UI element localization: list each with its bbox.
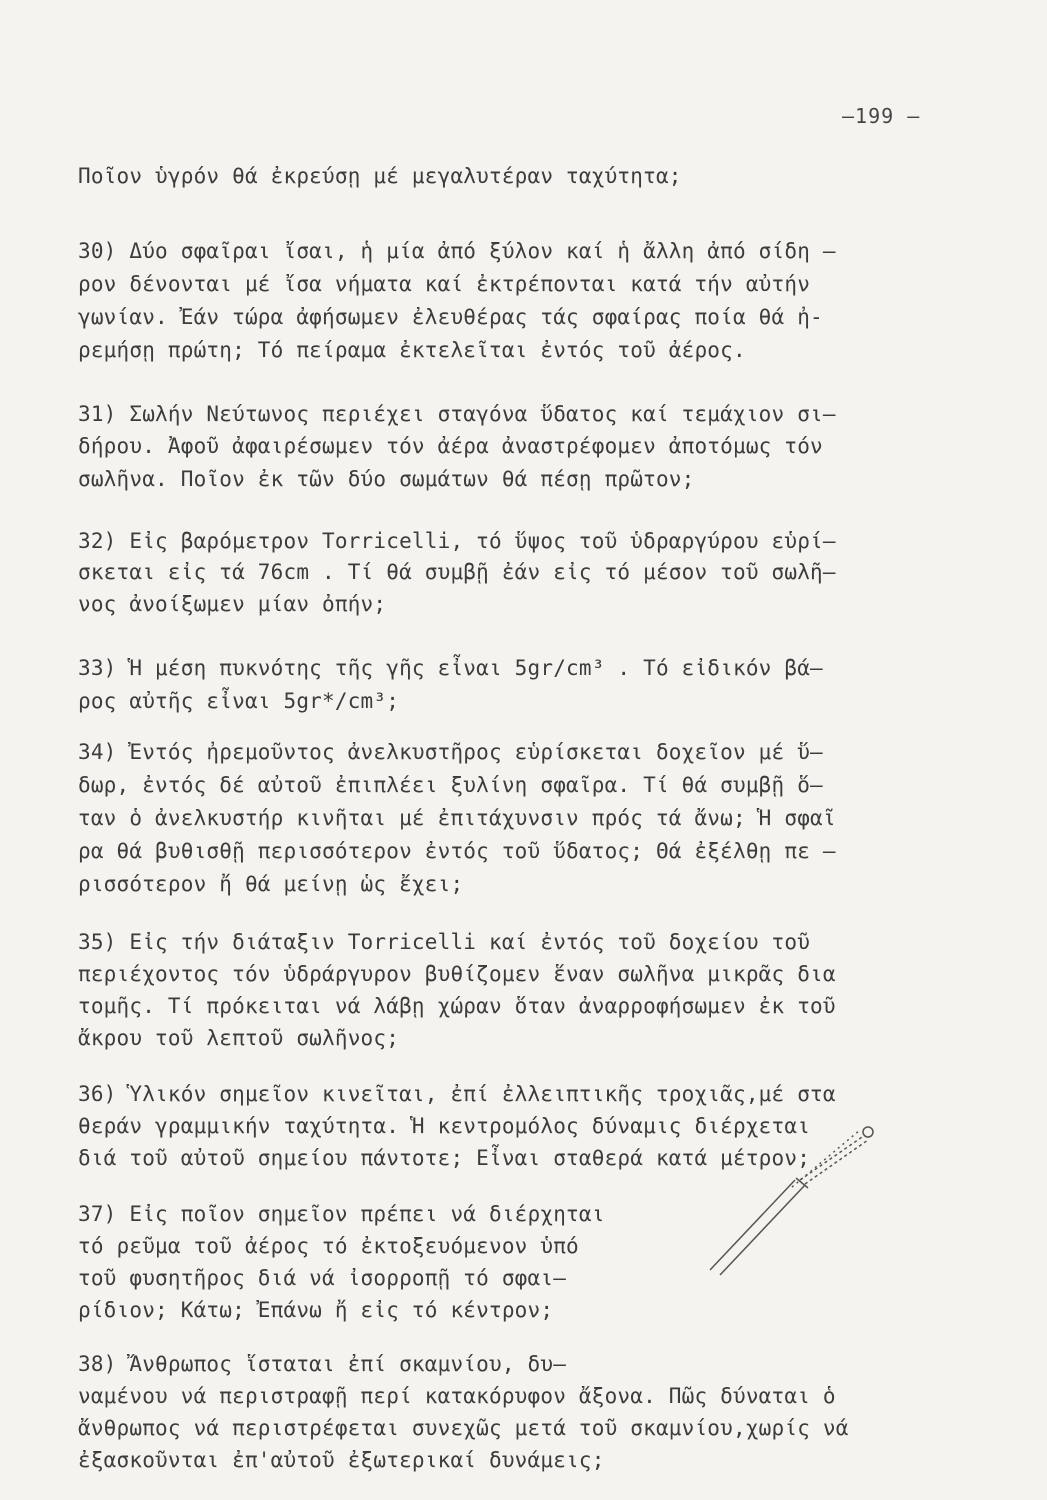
text-line: ρεμήσῃ πρώτη; Τό πείραμα ἐκτελεῖται ἐντός τοῦ ἀέρος. (78, 338, 746, 362)
question-33-line: 33) Ἡ μέση πυκνότης τῆς γῆς εἶναι 5gr/cm³ . Τό εἰδικόν βά– (78, 656, 823, 680)
question-30-line: 30) Δύο σφαῖραι ἴσαι, ἡ μία ἀπό ξύλον καί ἡ ἄλλη ἀπό σίδη – (78, 239, 836, 263)
text-line: νος ἀνοίξωμεν μίαν ὀπήν; (78, 592, 387, 616)
question-32-line: 32) Εἰς βαρόμετρον Torricelli, τό ὕψος τοῦ ὑδραργύρου εὑρί– (78, 529, 836, 553)
text-line: ταν ὁ ἀνελκυστήρ κινῆται μέ ἐπιτάχυνσιν πρός τά ἄνω; Ἡ σφαῖ (78, 806, 836, 830)
text-line: ἐξασκοῦνται ἐπ'αὐτοῦ ἐξωτερικαί δυνάμεις; (78, 1448, 605, 1472)
question-35-line: 35) Εἰς τήν διάταξιν Torricelli καί ἐντός τοῦ δοχείου τοῦ (78, 930, 811, 954)
text-line: ρος αὐτῆς εἶναι 5gr*/cm³; (78, 689, 400, 713)
blower-ball-figure (700, 1120, 880, 1280)
text-line: σωλῆνα. Ποῖον ἐκ τῶν δύο σωμάτων θά πέσῃ πρῶτον; (78, 467, 695, 491)
text-line: διά τοῦ αὐτοῦ σημείου πάντοτε; Εἶναι σταθερά κατά μέτρον; (78, 1146, 811, 1170)
text-line: ρισσότερον ἤ θά μείνῃ ὡς ἔχει; (78, 872, 464, 896)
text-line: ναμένου νά περιστραφῇ περί κατακόρυφον ἄξονα. Πῶς δύναται ὁ (78, 1384, 836, 1408)
text-line: σκεται εἰς τά 76cm . Τί θά συμβῇ ἐάν εἰς τό μέσον τοῦ σωλῆ– (78, 560, 836, 584)
text-line: ρον δένονται μέ ἴσα νήματα καί ἐκτρέπονται κατά τήν αὐτήν (78, 272, 811, 296)
text-line: γωνίαν. Ἐάν τώρα ἀφήσωμεν ἐλευθέρας τάς σφαίρας ποία θά ἠ- (78, 305, 823, 329)
text-line: περιέχοντος τόν ὑδράργυρον βυθίζομεν ἕναν σωλῆνα μικρᾶς δια (78, 962, 836, 986)
text-line: δήρου. Ἀφοῦ ἀφαιρέσωμεν τόν ἀέρα ἀναστρέφομεν ἀποτόμως τόν (78, 434, 823, 458)
question-31-line: 31) Σωλήν Νεύτωνος περιέχει σταγόνα ὕδατος καί τεμάχιον σι– (78, 402, 836, 426)
question-37-line: 37) Εἰς ποῖον σημεῖον πρέπει νά διέρχηται (78, 1202, 605, 1226)
text-line: τοῦ φυσητῆρος διά νά ἰσορροπῇ τό σφαι– (78, 1266, 567, 1290)
question-38-line: 38) Ἄνθρωπος ἵσταται ἐπί σκαμνίου, δυ– (78, 1352, 567, 1376)
question-34-line: 34) Ἐντός ἠρεμοῦντος ἀνελκυστῆρος εὑρίσκεται δοχεῖον μέ ὕ– (78, 740, 823, 764)
text-line: ρα θά βυθισθῇ περισσότερον ἐντός τοῦ ὕδατος; Θά ἐξέλθῃ πε – (78, 839, 836, 863)
question-36-line: 36) Ὑλικόν σημεῖον κινεῖται, ἐπί ἐλλειπτικῆς τροχιᾶς,μέ στα (78, 1082, 836, 1106)
page-number: —199 – (842, 104, 921, 128)
text-line: τομῆς. Τί πρόκειται νά λάβῃ χώραν ὅταν ἀναρροφήσωμεν ἐκ τοῦ (78, 994, 836, 1018)
text-line: Ποῖον ὑγρόν θά ἐκρεύσῃ μέ μεγαλυτέραν ταχύτητα; (78, 164, 682, 188)
text-line: τό ρεῦμα τοῦ ἀέρος τό ἐκτοξευόμενον ὑπό (78, 1234, 579, 1258)
text-line: δωρ, ἐντός δέ αὐτοῦ ἐπιπλέει ξυλίνη σφαῖρα. Τί θά συμβῇ ὅ– (78, 773, 823, 797)
text-line: ἄνθρωπος νά περιστρέφεται συνεχῶς μετά τοῦ σκαμνίου,χωρίς νά (78, 1416, 849, 1440)
text-line: ἄκρου τοῦ λεπτοῦ σωλῆνος; (78, 1026, 400, 1050)
text-line: ρίδιον; Κάτω; Ἐπάνω ἤ εἰς τό κέντρον; (78, 1298, 554, 1322)
text-line: θεράν γραμμικήν ταχύτητα. Ἡ κεντρομόλος δύναμις διέρχεται (78, 1114, 811, 1138)
